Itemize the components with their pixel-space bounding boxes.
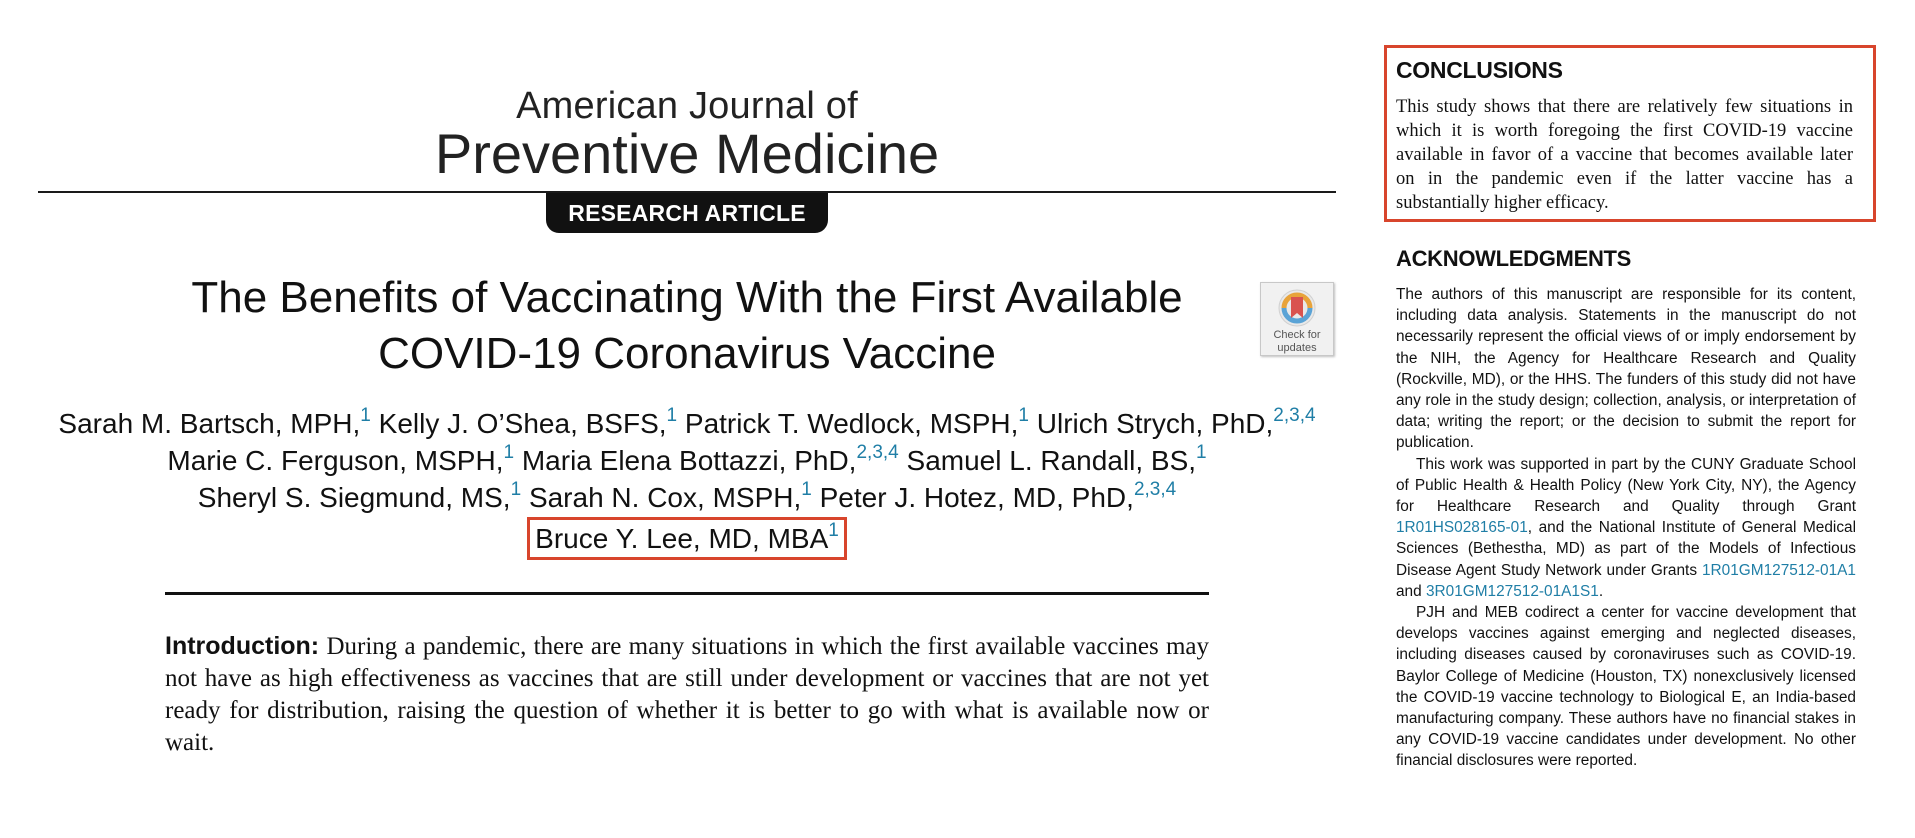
acknowledgments-text: , and the National Institute of General Medical Sciences (Bethestha, MD) as part of the Models of Infectious Disease Agent Study Network under Grants [1396, 519, 1856, 579]
author-line: Sarah M. Bartsch, MPH,$^1$ Kelly J. O’Shea, BSFS,$^1$ Patrick T. Wedlock, MSPH,$^1$ Ulrich Strych, PhD,$^{2,3,4}$ [58, 405, 1316, 439]
acknowledgments-section [1396, 284, 1856, 772]
author-name: Peter J. Hotez, MD, PhD, [819, 482, 1134, 513]
check-updates-label-2: updates [1277, 342, 1317, 354]
acknowledgments-text: and [1396, 582, 1422, 600]
author-line: Sheryl S. Siegmund, MS,$^1$ Sarah N. Cox, MSPH,$^1$ Peter J. Hotez, MD, PhD,$^{2,3,4}$ [197, 479, 1177, 513]
author-name: Samuel L. Randall, BS, [906, 445, 1197, 476]
check-updates-label-1: Check for [1273, 329, 1321, 341]
author-list [38, 405, 1336, 553]
acknowledgments-paragraph: PJH and MEB codirect a center for vaccine development that develops vaccines against emerging and neglected diseases, including diseases caused by coronaviruses such as COVID-19. Baylor College of Medicine (Houston, TX) nonexclusively licensed the COVID-19 vaccine technology to Biological E, an India-based manufacturing company. These authors have no financial stakes in any COVID-19 vaccine candidates under development. No other financial disclosures were reported. [1396, 604, 1856, 770]
acknowledgments-heading: ACKNOWLEDGMENTS [1396, 246, 1632, 271]
affiliation-link[interactable]: 1 [666, 405, 678, 426]
bookmark-icon [1277, 288, 1317, 328]
conclusions-heading: CONCLUSIONS [1396, 57, 1563, 83]
affiliation-link[interactable]: 3 [872, 442, 883, 463]
author-name: Sarah M. Bartsch, MPH, [58, 408, 361, 439]
journal-name-line2: Preventive Medicine [434, 122, 940, 185]
affiliation-link[interactable]: 1 [801, 479, 812, 500]
affiliation-link[interactable]: 1 [510, 479, 522, 500]
affiliation-link[interactable]: 1 [1196, 442, 1207, 463]
acknowledgments-text: . [1598, 582, 1604, 600]
affiliation-link[interactable]: 3 [1149, 479, 1161, 500]
affiliation-link[interactable]: 1 [360, 405, 371, 426]
affiliation-link[interactable]: 4 [1304, 405, 1316, 426]
article-title: The Benefits of Vaccinating With the First Available COVID-19 Coronavirus Vaccine [191, 273, 1183, 378]
article-back-matter [1384, 0, 1878, 838]
author-name: Bruce Y. Lee, MD, MBA [535, 523, 829, 554]
affiliation-link[interactable]: 4 [1165, 479, 1177, 500]
section-divider [165, 592, 1209, 595]
highlighted-author [527, 517, 847, 560]
acknowledgments-paragraph [1396, 454, 1856, 602]
affiliation-link[interactable]: 1 [1018, 405, 1029, 426]
affiliation-link[interactable]: 3 [1289, 405, 1300, 426]
article-front-matter [38, 0, 1336, 838]
introduction-text: During a pandemic, there are many situations in which the first available vaccines may not have as high effectiveness as vaccines that are still under development or vaccines that are not yet ready for distribution, raising the question of whether it is better to go with what is available now or wait. [165, 633, 1210, 756]
author-name: Maria Elena Bottazzi, PhD, [521, 445, 857, 476]
author-name: Sarah N. Cox, MSPH, [528, 482, 802, 513]
introduction-heading: Introduction: [165, 632, 320, 660]
affiliation-link[interactable]: 2 [1133, 479, 1145, 500]
grant-link[interactable]: 1R01HS028165-01 [1396, 519, 1528, 537]
author-name: Marie C. Ferguson, MSPH, [167, 445, 504, 476]
author-line [38, 516, 1336, 553]
affiliation-link[interactable]: 4 [888, 442, 899, 463]
grant-link[interactable]: 3R01GM127512-01A1S1 [1425, 582, 1599, 600]
journal-name-line1: American Journal of [516, 85, 858, 127]
author-line: Marie C. Ferguson, MSPH,$^1$ Maria Elena Bottazzi, PhD,$^{2,3,4}$ Samuel L. Randall, BS,$^1$ [167, 442, 1207, 476]
acknowledgments-text: This work was supported in part by the CUNY Graduate School of Public Health & Health Policy (New York City, NY), the Agency for Healthcare Research and Quality through Grant [1396, 455, 1856, 516]
affiliation-link[interactable]: 2 [856, 442, 868, 463]
acknowledgments-paragraph: The authors of this manuscript are responsible for its content, including data analysis. Statements in the manuscript do not necessarily represent the official views of or imply endorsement by the NIH, the Agency for Healthcare Research and Quality (Rockville, MD), or the HHS. The funders of this study did not have any role in the study design; collection, analysis, or interpretation of data; writing the report; or the decision to submit the report for publication. [1396, 286, 1856, 452]
conclusions-section [1384, 45, 1876, 222]
author-name: Ulrich Strych, PhD, [1036, 408, 1274, 439]
grant-link[interactable]: 1R01GM127512-01A1 [1701, 561, 1856, 579]
affiliation-link[interactable]: 2 [1273, 405, 1284, 426]
article-type-badge: RESEARCH ARTICLE [546, 193, 828, 233]
affiliation-link[interactable]: 1 [828, 520, 839, 541]
abstract-introduction [165, 630, 1209, 759]
author-name: Patrick T. Wedlock, MSPH, [684, 408, 1019, 439]
author-name: Sheryl S. Siegmund, MS, [197, 482, 511, 513]
conclusions-text: This study shows that there are relatively few situations in which it is worth foregoing the first COVID-19 vaccine available in favor of a vaccine that becomes available later on in the pandemic even if the latter vaccine has a substantially higher efficacy. [1396, 97, 1853, 213]
affiliation-link[interactable]: 1 [503, 442, 515, 463]
author-name: Kelly J. O’Shea, BSFS, [378, 408, 667, 439]
check-for-updates-button[interactable] [1260, 282, 1334, 356]
